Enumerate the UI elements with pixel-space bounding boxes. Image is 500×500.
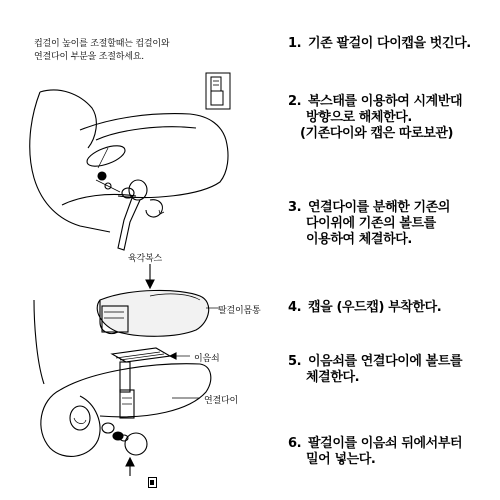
step-6: 6. 팔걸이를 이음쇠 뒤에서부터 밀어 넣는다.	[288, 436, 463, 467]
step-5: 5. 이음쇠를 연결다이에 볼트를 체결한다.	[288, 354, 463, 385]
step-4: 4. 캡을 (우드캡) 부착한다.	[288, 300, 442, 315]
callout-armrest-body: 팔걸이몸통	[218, 306, 261, 316]
step-1: 1. 기존 팔걸이 다이캡을 벗긴다.	[288, 36, 471, 51]
height-adjust-note: 컵걸이 높이를 조절할때는 컵걸이와 연결다이 부분을 조절하세요.	[34, 39, 170, 62]
armrest-body-illustration	[97, 290, 220, 336]
callout-hex-box: 육각복스	[128, 254, 162, 264]
callout-connector-base: 연결다이	[204, 396, 238, 406]
step-3: 3. 연결다이를 분해한 기존의 다이위에 기존의 볼트를 이용하여 체결하다.	[288, 200, 450, 247]
page-marker-icon	[148, 477, 157, 488]
connector-detail-icon	[205, 72, 231, 110]
callout-joint: 이음쇠	[194, 354, 220, 364]
step-2: 2. 복스태를 이용하여 시계반대 방향으로 해체한다. (기존다이와 캡은 따로보관)	[288, 94, 463, 141]
